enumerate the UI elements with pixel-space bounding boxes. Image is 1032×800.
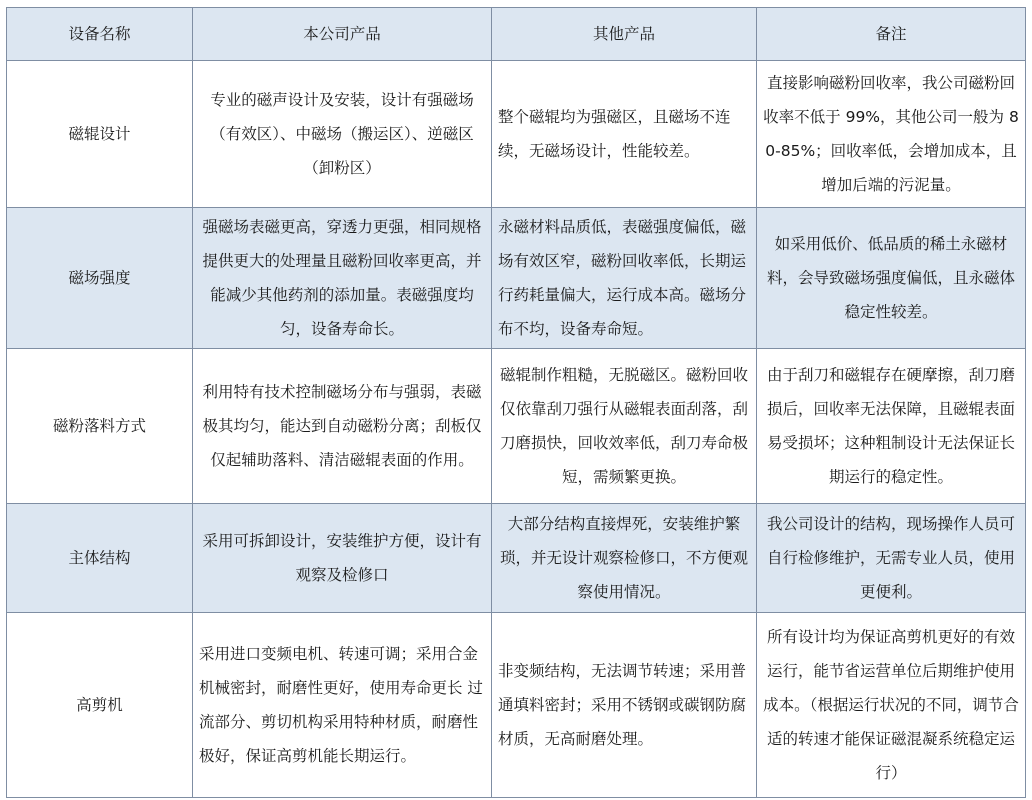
row-our-product: 利用特有技术控制磁场分布与强弱，表磁极其均匀，能达到自动磁粉分离；刮板仅仅起辅助落料、清洁磁辊表面的作用。 [193,349,492,504]
row-other-product: 永磁材料品质低，表磁强度偏低，磁场有效区窄，磁粉回收率低，长期运行药耗量偏大，运行成本高。磁场分布不均，设备寿命短。 [492,208,757,349]
row-our-product: 强磁场表磁更高，穿透力更强，相同规格提供更大的处理量且磁粉回收率更高，并能减少其他药剂的添加量。表磁强度均匀，设备寿命长。 [193,208,492,349]
table-row [7,208,1026,349]
row-remarks: 由于刮刀和磁辊存在硬摩擦，刮刀磨损后，回收率无法保障，且磁辊表面易受损坏；这种粗制设计无法保证长期运行的稳定性。 [757,349,1026,504]
row-device-name: 主体结构 [7,504,193,613]
header-our-product: 本公司产品 [193,8,492,61]
header-other-product: 其他产品 [492,8,757,61]
row-remarks: 直接影响磁粉回收率，我公司磁粉回收率不低于 99%，其他公司一般为 80-85%；回收率低，会增加成本，且增加后端的污泥量。 [757,61,1026,208]
row-other-product: 大部分结构直接焊死，安装维护繁琐，并无设计观察检修口，不方便观察使用情况。 [492,504,757,613]
row-remarks: 所有设计均为保证高剪机更好的有效运行，能节省运营单位后期维护使用成本。（根据运行状况的不同，调节合适的转速才能保证磁混凝系统稳定运行） [757,613,1026,798]
table-row [7,61,1026,208]
row-device-name: 磁辊设计 [7,61,193,208]
row-remarks: 我公司设计的结构，现场操作人员可自行检修维护，无需专业人员，使用更便利。 [757,504,1026,613]
comparison-table [6,7,1026,798]
row-other-product: 整个磁辊均为强磁区，且磁场不连续，无磁场设计，性能较差。 [492,61,757,208]
table-row [7,613,1026,798]
row-our-product: 专业的磁声设计及安装，设计有强磁场（有效区）、中磁场（搬运区）、逆磁区（卸粉区） [193,61,492,208]
row-other-product: 非变频结构，无法调节转速；采用普通填料密封；采用不锈钢或碳钢防腐材质，无高耐磨处理。 [492,613,757,798]
row-our-product: 采用进口变频电机、转速可调；采用合金机械密封，耐磨性更好，使用寿命更长 过流部分、剪切机构采用特种材质，耐磨性极好，保证高剪机能长期运行。 [193,613,492,798]
table-header-row [7,8,1026,61]
header-device-name: 设备名称 [7,8,193,61]
row-device-name: 高剪机 [7,613,193,798]
header-remarks: 备注 [757,8,1026,61]
row-device-name: 磁场强度 [7,208,193,349]
row-remarks: 如采用低价、低品质的稀土永磁材料，会导致磁场强度偏低，且永磁体稳定性较差。 [757,208,1026,349]
table-row [7,504,1026,613]
row-device-name: 磁粉落料方式 [7,349,193,504]
table-row [7,349,1026,504]
row-our-product: 采用可拆卸设计，安装维护方便，设计有观察及检修口 [193,504,492,613]
row-other-product: 磁辊制作粗糙，无脱磁区。磁粉回收仅依靠刮刀强行从磁辊表面刮落，刮刀磨损快，回收效率低，刮刀寿命极短，需频繁更换。 [492,349,757,504]
